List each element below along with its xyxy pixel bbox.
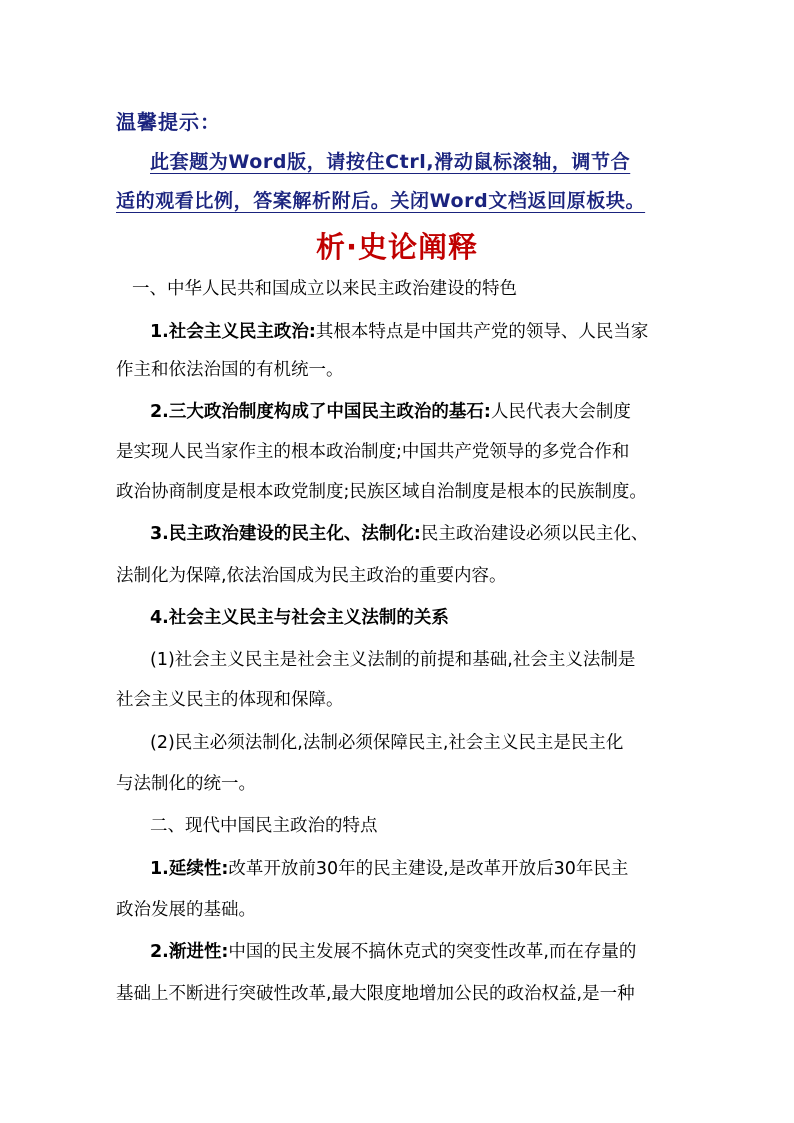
paragraph-1-cont: 作主和依法治国的有机统一。 (116, 360, 344, 380)
paragraph-7-cont: 政治发展的基础。 (116, 900, 256, 920)
paragraph-3 (150, 520, 648, 545)
paragraph-6-cont: 与法制化的统一。 (116, 774, 256, 794)
paragraph-5-cont: 社会主义民主的体现和保障。 (116, 690, 344, 710)
paragraph-3-cont: 法制化为保障,依法治国成为民主政治的重要内容。 (116, 566, 507, 586)
paragraph-8-text: 中国的民主发展不搞休克式的突变性改革,而在存量的 (228, 942, 637, 962)
paragraph-8 (150, 938, 636, 963)
paragraph-3-lead: 3.民主政治建设的民主化、法制化: (150, 524, 421, 544)
paragraph-2-cont-2: 政治协商制度是根本政党制度;民族区域自治制度是根本的民族制度。 (116, 482, 647, 502)
paragraph-2 (150, 398, 631, 423)
tip-line-1: 此套题为Word版，请按住Ctrl,滑动鼠标滚轴，调节合 (150, 151, 631, 173)
tip-title: 温馨提示： (116, 110, 221, 134)
paragraph-5: (1)社会主义民主是社会主义法制的前提和基础,社会主义法制是 (150, 650, 636, 670)
paragraph-7-text: 改革开放前30年的民主建设,是改革开放后30年民主 (228, 859, 629, 879)
paragraph-4: 4.社会主义民主与社会主义法制的关系 (150, 608, 449, 628)
tip-line-2: 适的观看比例，答案解析附后。关闭Word文档返回原板块。 (116, 190, 646, 212)
paragraph-7-lead: 1.延续性: (150, 859, 229, 879)
paragraph-7 (150, 855, 628, 880)
paragraph-8-cont: 基础上不断进行突破性改革,最大限度地增加公民的政治权益,是一种 (116, 984, 635, 1004)
paragraph-8-lead: 2.渐进性: (150, 942, 229, 962)
paragraph-1-text: 其根本特点是中国共产党的领导、人民当家 (315, 322, 649, 342)
section-heading: 析·史论阐释 (315, 230, 479, 264)
paragraph-2-lead: 2.三大政治制度构成了中国民主政治的基石: (150, 402, 491, 422)
section-title-2: 二、现代中国民主政治的特点 (150, 816, 378, 836)
paragraph-1-lead: 1.社会主义民主政治: (150, 322, 316, 342)
paragraph-2-text: 人民代表大会制度 (490, 402, 631, 422)
paragraph-3-text: 民主政治建设必须以民主化、 (420, 524, 649, 544)
paragraph-6: (2)民主必须法制化,法制必须保障民主,社会主义民主是民主化 (150, 733, 624, 753)
section-title-1: 一、中华人民共和国成立以来民主政治建设的特色 (132, 279, 517, 299)
paragraph-1 (150, 318, 648, 343)
paragraph-2-cont-1: 是实现人民当家作主的根本政治制度;中国共产党领导的多党合作和 (116, 442, 630, 462)
